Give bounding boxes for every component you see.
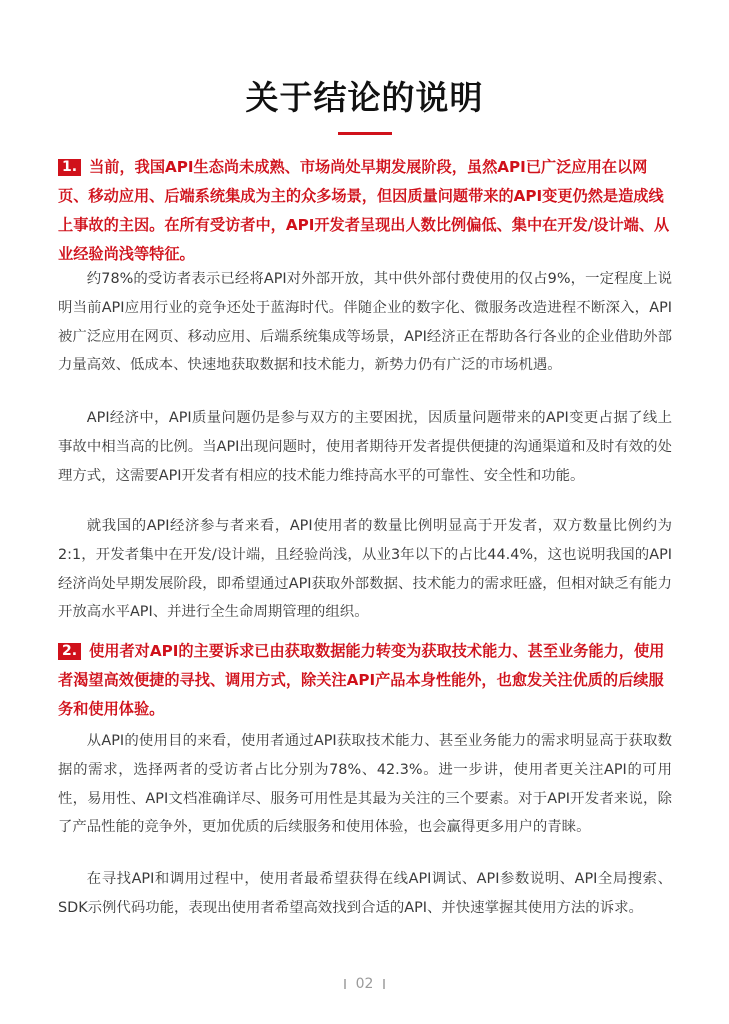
page-title: 关于结论的说明 (245, 78, 484, 117)
section-2-paragraph-2: 在寻找API和调用过程中，使用者最希望获得在线API调试、API参数说明、API全局搜索、SDK示例代码功能，表现出使用者希望高效找到合适的API、并快速掌握其使用方法的诉求。 (58, 871, 672, 916)
section-1-heading-text: 当前，我国API生态尚未成熟、市场尚处早期发展阶段，虽然API已广泛应用在以网页、移动应用、后端系统集成为主的众多场景，但因质量问题带来的API变更仍然是造成线上事故的主因。在所有受访者中，API开发者呈现出人数比例偏低、集中在开发/设计端、从业经验尚浅等特征。 (58, 158, 670, 263)
section-1-number-badge: 1. (58, 159, 81, 176)
page-footer (0, 976, 729, 992)
section-2-paragraph-1: 从API的使用目的来看，使用者通过API获取技术能力、甚至业务能力的需求明显高于获取数据的需求，选择两者的受访者占比分别为78%、42.3%。进一步讲，使用者更关注API的可用性，易用性、API文档准确详尽、服务可用性是其最为关注的三个要素。对于API开发者来说，除了产品性能的竞争外，更加优质的后续服务和使用体验，也会赢得更多用户的青睐。 (58, 733, 672, 836)
footer-left-mark (344, 979, 346, 989)
section-1-paragraph-3: 就我国的API经济参与者来看，API使用者的数量比例明显高于开发者，双方数量比例约为2:1，开发者集中在开发/设计端，且经验尚浅，从业3年以下的占比44.4%，这也说明我国的API经济尚处早期发展阶段，即希望通过API获取外部数据、技术能力的需求旺盛，但相对缺乏有能力开放高水平API、并进行全生命周期管理的组织。 (58, 518, 672, 621)
section-2-heading-text: 使用者对API的主要诉求已由获取数据能力转变为获取技术能力、甚至业务能力，使用者渴望高效便捷的寻找、调用方式，除关注API产品本身性能外，也愈发关注优质的后续服务和使用体验。 (58, 642, 665, 718)
section-1-paragraph-1: 约78%的受访者表示已经将API对外部开放，其中供外部付费使用的仅占9%，一定程度上说明当前API应用行业的竞争还处于蓝海时代。伴随企业的数字化、微服务改造进程不断深入，API被广泛应用在网页、移动应用、后端系统集成等场景，API经济正在帮助各行各业的企业借助外部力量高效、低成本、快速地获取数据和技术能力，新势力仍有广泛的市场机遇。 (58, 271, 672, 374)
section-1-heading (58, 153, 672, 269)
page-number: 02 (355, 976, 374, 992)
title-underline (338, 132, 392, 135)
footer-right-mark (383, 979, 385, 989)
section-1-paragraph-2: API经济中，API质量问题仍是参与双方的主要困扰，因质量问题带来的API变更占据了线上事故中相当高的比例。当API出现问题时，使用者期待开发者提供便捷的沟通渠道和及时有效的处理方式，这需要API开发者有相应的技术能力维持高水平的可靠性、安全性和功能。 (58, 410, 672, 484)
section-2-heading (58, 637, 672, 724)
section-2-number-badge: 2. (58, 643, 81, 660)
